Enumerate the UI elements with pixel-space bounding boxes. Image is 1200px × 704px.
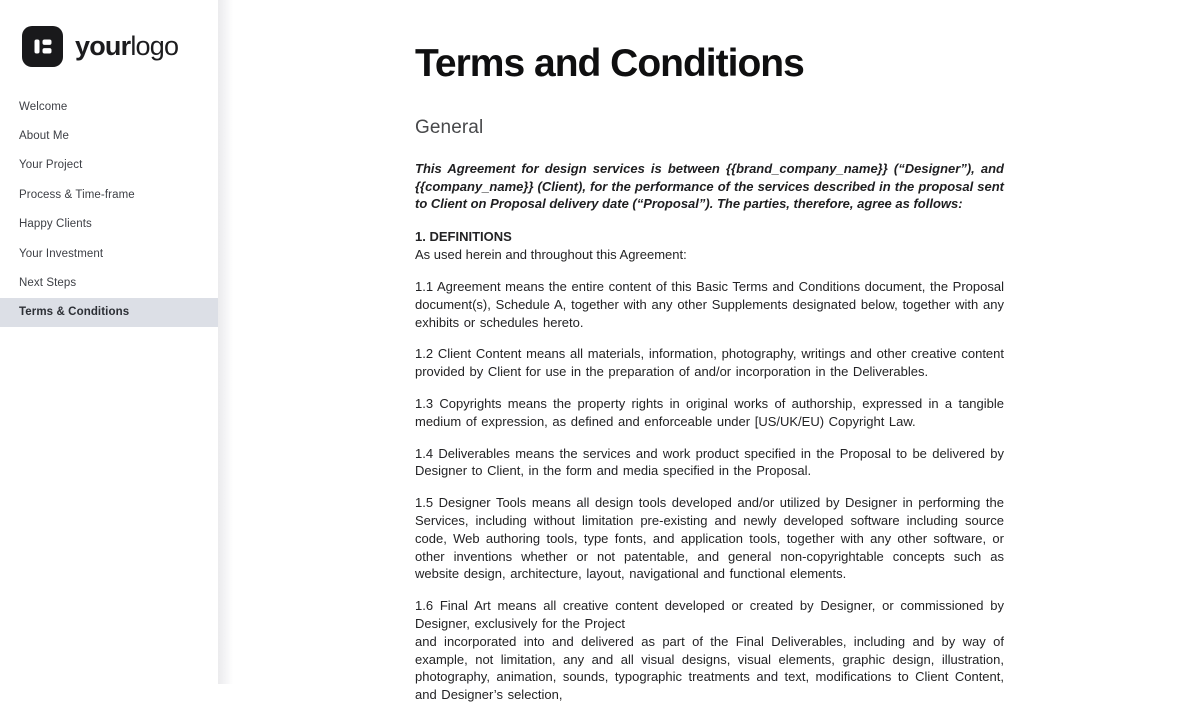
document-area (415, 0, 1004, 703)
definitions-subheading: As used herein and throughout this Agreement: (415, 246, 687, 262)
brand-wordmark (75, 31, 178, 62)
definitions-header (415, 228, 1004, 264)
layout-logo-icon (22, 26, 63, 67)
definition-paragraph-1-6 (415, 597, 1004, 704)
definition-paragraph-1-6-part-a: 1.6 Final Art means all creative content developed or created by Designer, or commissioned by Designer, exclusively for the Project (415, 598, 1004, 631)
sidebar-item-terms-conditions[interactable]: Terms & Conditions (0, 298, 218, 327)
sidebar-item-welcome[interactable]: Welcome (19, 100, 68, 113)
sidebar-item-your-project[interactable]: Your Project (19, 159, 83, 172)
sidebar-item-your-investment[interactable]: Your Investment (19, 247, 104, 260)
sidebar-item-happy-clients[interactable]: Happy Clients (19, 218, 92, 231)
brand-wordmark-light: logo (130, 31, 179, 61)
page-title: Terms and Conditions (415, 42, 804, 85)
sidebar-item-process-timeframe[interactable]: Process & Time-frame (19, 188, 135, 201)
brand-logo (22, 26, 178, 67)
definition-paragraph-1-6-part-b: and incorporated into and delivered as part of the Final Deliverables, including and by way of example, not limitation, any and all visual designs, visual elements, graphic design, illustration, photography, animation, sounds, typographic treatments and text, modifications to Client Content, and Designer’s selection, (415, 633, 1004, 703)
definition-paragraph-1-3: 1.3 Copyrights means the property rights in original works of authorship, expressed in a tangible medium of expression, as defined and enforceable under [US/UK/EU) Copyright Law. (415, 395, 1004, 429)
definitions-heading: 1. DEFINITIONS (415, 228, 512, 244)
definition-paragraph-1-2: 1.2 Client Content means all materials, information, photography, writings and other creative content provided by Client for use in the preparation of and/or incorporation in the Deliverables. (415, 346, 1004, 380)
scroll-gutter (218, 0, 233, 684)
definition-paragraph-1-5: 1.5 Designer Tools means all design tools developed and/or utilized by Designer in performing the Services, including without limitation pre-existing and newly developed software including source code, Web authoring tools, type fonts, and application tools, together with any other software, or other inventions whether or not patentable, and general non-copyrightable concepts such as website design, architecture, layout, navigational and functional elements. (415, 495, 1004, 582)
definition-paragraph-1-1: 1.1 Agreement means the entire content of this Basic Terms and Conditions document, the Proposal document(s), Schedule A, together with any other Supplements designated below, together with any exhibits or schedules hereto. (415, 278, 1004, 330)
definition-paragraph-1-4: 1.4 Deliverables means the services and work product specified in the Proposal to be delivered by Designer to Client, in the form and media specified in the Proposal. (415, 445, 1004, 479)
sidebar-nav (0, 92, 218, 327)
sidebar-item-about-me[interactable]: About Me (19, 130, 70, 143)
section-heading-general: General (415, 116, 484, 138)
brand-wordmark-bold: your (75, 31, 131, 61)
sidebar (0, 0, 218, 684)
agreement-intro-paragraph: This Agreement for design services is between {{brand_company_name}} (“Designer”), and {{company_name}} (Client), for the performance of the services described in the proposal sent to Client on Proposal delivery date (“Proposal”). The parties, therefore, agree as follows: (415, 160, 1004, 212)
sidebar-item-next-steps[interactable]: Next Steps (19, 277, 77, 290)
